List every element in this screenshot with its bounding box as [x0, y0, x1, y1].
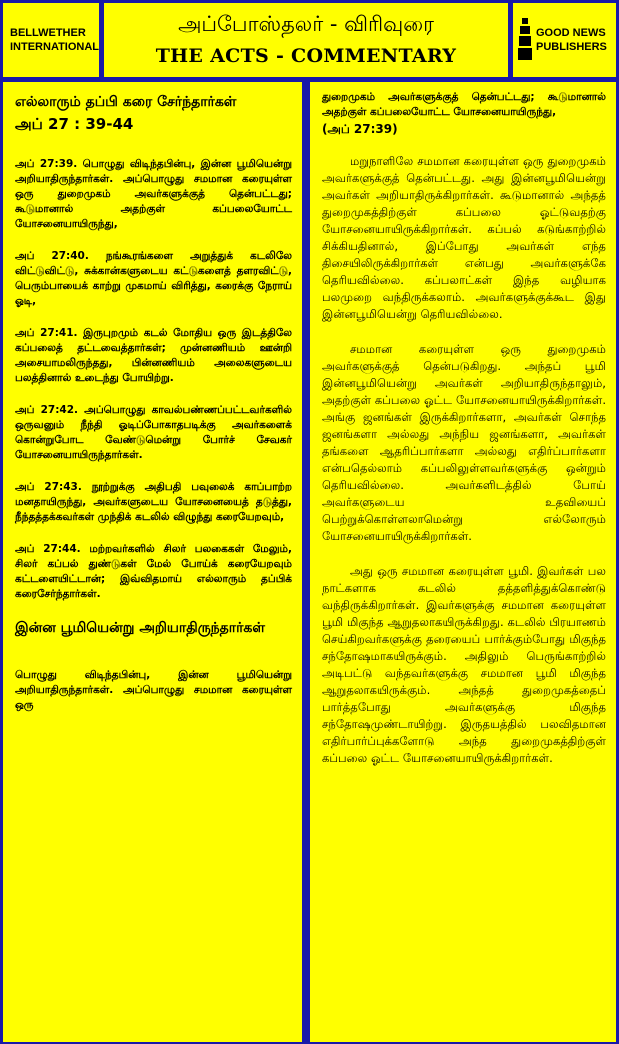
commentary-paragraph-2: சமமான கரையுள்ள ஒரு துறைமுகம் அவர்களுக்குத் தென்படுகிறது. அந்தப் பூமி இன்னபூமியென்று அவர்கள் அறியாதிருந்தாலும், அதற்குள் கப்பலை ஓட்ட யோசனையாயிருக்கிறார்கள். அங்கு ஜனங்கள் இருக்கிறார்களா, அவர்கள் சொந்த ஜனங்களா அல்லது அந்நிய ஜனங்களா, அவர்கள் தங்களை ஆதரிப்பார்களா அல்லது எதிர்ப்பார்களா என்பதெல்லாம் கப்பலிலுள்ளவர்களுக்கு ஒன்றும் தெரியவில்லை. அவர்களிடத்தில் போய் அவர்களுடைய உதவியைப் பெற்றுக்கொள்ளலாமென்று எல்லோரும் யோசனையாயிருக்கிறார்கள்.	[322, 342, 606, 543]
verse-42: அப் 27:42. அப்பொழுது காவல்பண்ணப்பட்டவர்களில் ஒருவனும் நீந்தி ஓடிப்போகாதபடிக்கு அவர்களைக் கொன்றுபோட வேண்டுமென்று போர்ச் சேவகர் யோசனையாயிருந்தார்கள்.	[15, 404, 292, 461]
intro-text: துறைமுகம் அவர்களுக்குத் தென்பட்டது; கூடுமானால் அதற்குள் கப்பலையோட்ட யோசனையாயிருந்து,	[322, 91, 606, 118]
right-logo-line2: PUBLISHERS	[536, 41, 607, 53]
left-column	[3, 82, 302, 1042]
closing-text: பொழுது விடிந்தபின்பு, இன்ன பூமியென்று அறியாதிருந்தார்கள். அப்பொழுது சமமான கரையுள்ள ஒரு	[15, 669, 292, 711]
left-logo-line2: INTERNATIONAL	[10, 41, 99, 53]
good-news-logo	[513, 3, 616, 77]
subheading: இன்ன பூமியென்று அறியாதிருந்தார்கள்	[15, 620, 266, 636]
right-column	[310, 82, 616, 1042]
verse-44: அப் 27:44. மற்றவர்களில் சிலர் பலகைகள் மேலும், சிலர் கப்பல் துண்டுகள் மேல் போய்க் கரையேறவும் கட்டளையிட்டான்; இவ்விதமாய் எல்லாரும் தப்பிக் கரைசேர்ந்தார்கள்.	[15, 543, 292, 600]
left-logo-line1: BELLWETHER	[10, 27, 86, 39]
page-title-box	[104, 3, 508, 77]
intro-quote	[322, 90, 606, 137]
section-reference: அப் 27 : 39-44	[15, 115, 134, 133]
verse-43: அப் 27:43. நூற்றுக்கு அதிபதி பவுலைக் காப்பாற்ற மனதாயிருந்து, அவர்களுடைய யோசனையைத் தடுத்து, நீந்தத்தக்கவர்கள் முந்திக் கடலில் விழுந்து கரையேறவும்,	[15, 481, 292, 523]
verse-40: அப் 27:40. நங்கூரங்களை அறுத்துக் கடலிலே விட்டுவிட்டு, சுக்கான்களுடைய கட்டுகளைத் தளரவிட்டு, பெரும்பாயைக் காற்று முகமாய் விரித்து, கரைக்கு நேராய் ஓடி,	[15, 250, 292, 307]
right-logo-line1: GOOD NEWS	[536, 27, 606, 39]
section-heading: எல்லாரும் தப்பி கரை சேர்ந்தார்கள்	[15, 94, 237, 110]
commentary-paragraph-3: அது ஒரு சமமான கரையுள்ள பூமி. இவர்கள் பல நாட்களாக கடலில் தத்தளித்துக்கொண்டு வந்திருக்கிறார்கள். இவர்களுக்கு சமமான கரையுள்ள பூமி மிகுந்த ஆறுதலாகயிருக்கிறது. கடலில் பிரயாணம் செய்கிறவர்களுக்கு தரையைப் பார்க்கும்போது மிகுந்த சந்தோஷமாகயிருக்கும். அதிலும் பெருங்காற்றில் அடிபட்டு வந்தவர்களுக்கு சமமான பூமி மிகுந்த ஆறுதலாகயிருக்கும். அந்தத் துறைமுகத்தைப் பார்த்தபோது அவர்களுக்கு மிகுந்த சந்தோஷமுண்டாயிற்று. இருதயத்தில் பலவிதமான எதிர்பார்ப்புக்களோடு அந்த துறைமுகத்திற்குள் கப்பலை ஓட்ட யோசனையாயிருக்கிறார்கள்.	[322, 564, 606, 765]
commentary-paragraph-1: மறுநாளிலே சமமான கரையுள்ள ஒரு துறைமுகம் அவர்களுக்குத் தென்பட்டது. அது இன்னபூமியென்று அவர்கள் அறியாதிருக்கிறார்கள். கூடுமானால் அந்தத் துறைமுகத்திற்குள் கப்பலை ஓட்டுவதற்கு யோசனையாயிருக்கிறார்கள். கப்பல் கடுங்காற்றில் சிக்கியதினால், இப்போது அவர்கள் எந்த திசையிலிருக்கிறார்கள் என்பது அவர்களுக்கே தெரியவில்லை. கப்பலாட்கள் இந்த வழியாக பலமுறை வந்திருக்கலாம். அவர்களுக்குக்கூட இது இன்னபூமியென்று தெரியவில்லை.	[322, 154, 606, 321]
bellwether-logo	[3, 3, 99, 77]
intro-reference: (அப் 27:39)	[322, 122, 398, 136]
title-english: THE ACTS - COMMENTARY	[155, 45, 457, 67]
book-tower-icon	[517, 16, 533, 64]
verse-41: அப் 27:41. இருபுறமும் கடல் மோதிய ஒரு இடத்திலே கப்பலைத் தட்டவைத்தார்கள்; முன்னணியம் ஊன்றி அசையாமலிருந்தது, பின்னணியம் அலைகளுடைய பலத்தினால் உடைந்து போயிற்று.	[15, 327, 292, 384]
title-tamil: அப்போஸ்தலர் - விரிவுரை	[178, 12, 434, 36]
verse-39: அப் 27:39. பொழுது விடிந்தபின்பு, இன்ன பூமியென்று அறியாதிருந்தார்கள். அப்பொழுது சமமான கரையுள்ள ஒரு துறைமுகம் அவர்களுக்குத் தென்பட்டது; கூடுமானால் அதற்குள் கப்பலையோட்ட யோசனையாயிருந்து,	[15, 158, 292, 230]
